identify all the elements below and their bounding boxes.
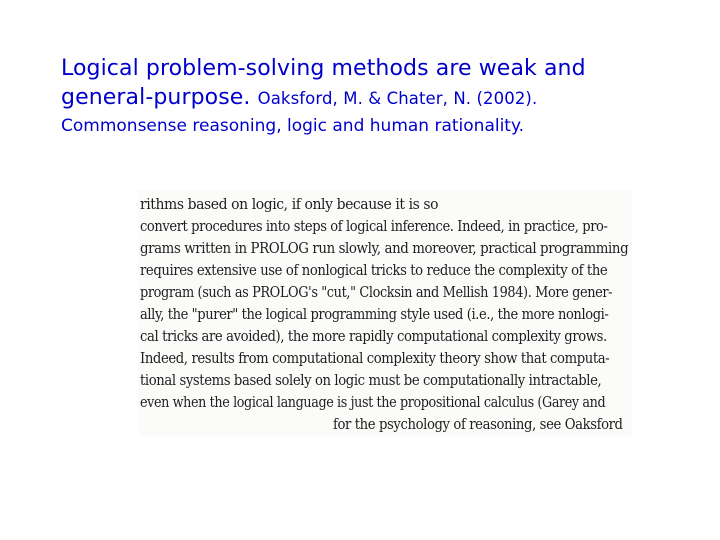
excerpt-line: Indeed, results from computational complexity theory show that computa- (140, 349, 610, 367)
excerpt-line: program (such as PROLOG's "cut," Clocksin and Mellish 1984). More gener- (140, 283, 613, 301)
citation-title: Commonsense reasoning, logic and human rationality. (61, 116, 525, 136)
caption-line-1: Logical problem-solving methods are weak and (61, 56, 586, 81)
excerpt-line: cal tricks are avoided), the more rapidly computational complexity grows. (140, 327, 607, 345)
excerpt-line: for the psychology of reasoning, see Oaksford (333, 415, 623, 433)
excerpt-line: rithms based on logic, if only because it is so (140, 195, 439, 213)
excerpt-line: grams written in PROLOG run slowly, and moreover, practical programming (140, 239, 629, 257)
excerpt-line: ally, the "purer" the logical programming style used (i.e., the more nonlogi- (140, 305, 609, 323)
excerpt-line: tional systems based solely on logic must be computationally intractable, (140, 371, 602, 389)
excerpt-line: convert procedures into steps of logical inference. Indeed, in practice, pro- (140, 217, 608, 235)
caption-line-2 (61, 82, 701, 114)
excerpt-line: requires extensive use of nonlogical tricks to reduce the complexity of the (140, 261, 608, 279)
scanned-book-excerpt (138, 190, 632, 436)
citation-authors: Oaksford, M. & Chater, N. (2002). (257, 89, 538, 108)
caption-statement: general-purpose. (61, 85, 251, 110)
slide-caption (61, 53, 701, 137)
excerpt-line: even when the logical language is just the propositional calculus (Garey and (140, 393, 606, 411)
